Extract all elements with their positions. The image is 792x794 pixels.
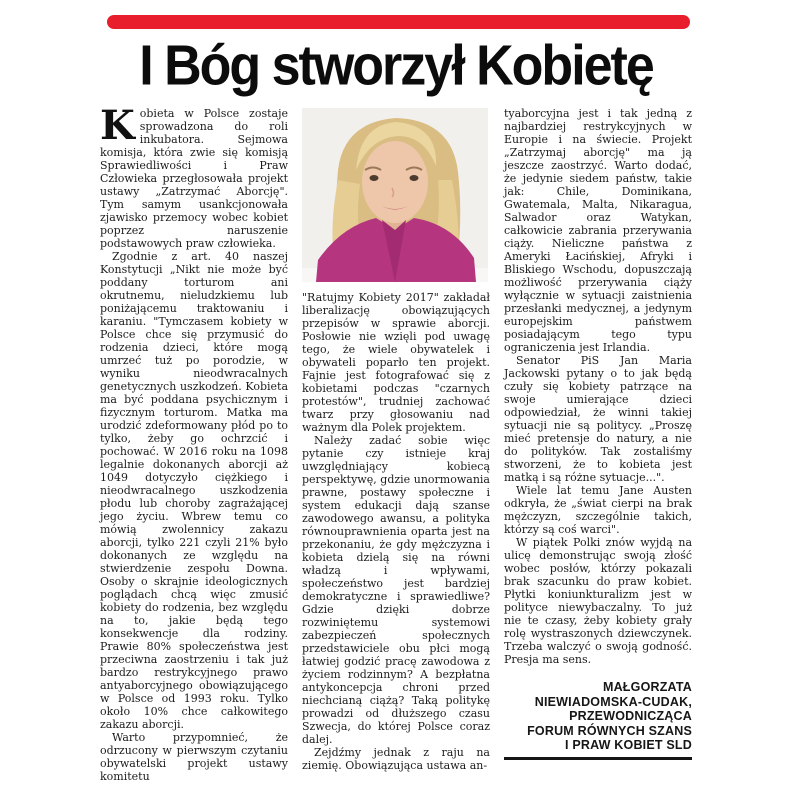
paragraph: Zgodnie z art. 40 naszej Konstytucji „Nikt nie może być poddany torturom ani okrutnemu, nieludzkiemu lub poniżającemu traktowaniu i karaniu. "Tymczasem kobiety w Polsce chce się przymusić do rodzenia dzieci, które mogą umrzeć tuż po porodzie, w wyniku nieodwracalnych genetycznych uszkodzeń. Kobieta ma być poddana psychicznym i fizycznym torturom. Matka ma urodzić zdeformowany płód po to tylko, żeby go ochrzcić i pochować. W 2016 roku na 1098 legalnie dokonanych aborcji aż 1049 dotyczyło ciężkiego i nieodwracalnego uszkodzenia płodu lub choroby zagrażającej jego życiu. Wbrew temu co mówią zwolennicy zakazu aborcji, tylko 221 czyli 21% było dokonanych ze względu na stwierdzenie zespołu Downa. Osoby o skrajnie ideologicznych poglądach chcą więc zmusić kobiety do rodzenia, bez względu na to, jakie będą tego konsekwencje dla rodziny. Prawie 80% społeczeństwa jest przeciwna zaostrzeniu i tak już bardzo restrykcyjnego prawo antyaborcyjnego obowiązującego w Polsce od 1993 roku. Tylko około 10% chce całkowitego zakazu aborcji.	[100, 250, 288, 731]
signature-line: I PRAW KOBIET SLD	[564, 738, 692, 752]
signature-rule	[504, 757, 692, 760]
signature-line: NIEWIADOMSKA-CUDAK,	[534, 694, 692, 709]
drop-cap: K	[100, 102, 135, 149]
paragraph: tyaborcyjna jest i tak jedną z najbardziej restrykcyjnych w Europie i na świecie. Projekt „Zatrzymaj aborcję" ma ją jeszcze zaostrzyć. Warto dodać, że jedynie siedem państw, takie jak: Chile, Dominikana, Gwatemala, Malta, Nikaragua, Salwador oraz Watykan, całkowicie zabrania przerywania ciąży. Nieliczne państwa z Ameryki Łacińskiej, Afryki i Bliskiego Wschodu, dopuszczają możliwość przerywania ciąży wyłącznie w sytuacji zaistnienia przesłanki medycznej, a jedynym europejskim państwem posiadającym tego typu ograniczenia jest Irlandia.	[504, 107, 692, 354]
eye-left	[370, 175, 379, 181]
author-signature	[504, 680, 692, 753]
paragraph	[100, 102, 288, 250]
paragraph: Wiele lat temu Jane Austen odkryła, że „świat cierpi na brak mężczyzn, szczególnie takich, którzy są coś warci".	[504, 484, 692, 536]
signature-line: PRZEWODNICZĄCA	[569, 709, 692, 723]
paragraph: Zejdźmy jednak z raju na ziemię. Obowiązująca ustawa an-	[302, 746, 490, 772]
eye-right	[410, 175, 419, 181]
signature-line: MAŁGORZATA	[602, 680, 692, 694]
woman-portrait-photo	[302, 108, 488, 282]
column-3	[504, 107, 692, 783]
paragraph: W piątek Polki znów wyjdą na ulicę demonstrując swoją złość wobec posłów, którzy pokazali brak szacunku do praw kobiet. Płytki koniunkturalizm jest w polityce niewybaczalny. To już nie te czasy, żeby kobiety grały rolę wystraszonych dziewczynek. Trzeba walczyć o swoją godność. Presja ma sens.	[504, 536, 692, 666]
column-1	[100, 102, 288, 783]
article-headline: I Bóg stworzył Kobietę	[139, 34, 653, 98]
article-columns	[100, 102, 692, 783]
paragraph: "Ratujmy Kobiety 2017" zakładał liberalizację obowiązujących przepisów w sprawie aborcji. Posłowie nie wzięli pod uwagę tego, że wiele obywatelek i obywateli poparło ten projekt. Fajnie jest fotografować się z kobietami podczas "czarnych protestów", trudniej zachować twarz przy głosowaniu nad ważnym dla Polek projektem.	[302, 291, 490, 434]
paragraph-text: obieta w Polsce zostaje sprowadzona do roli inkubatora. Sejmowa komisja, która zwie się komisją Sprawiedliwości i Praw Człowieka przegłosowała projekt ustawy „Zatrzymać Aborcję". Tym samym usankcjonowała zjawisko przemocy wobec kobiet poprzez naruszenie podstawowych praw człowieka.	[100, 107, 288, 250]
masthead-red-bar	[107, 15, 690, 29]
signature-line: FORUM RÓWNYCH SZANS	[527, 723, 692, 738]
column-2	[302, 107, 490, 783]
paragraph: Należy zadać sobie więc pytanie czy istnieje kraj uwzględniający kobiecą perspektywę, gdzie unormowania prawne, postawy społeczne i system edukacji dają szanse zawodowego awansu, a polityka równouprawnienia oparta jest na przekonaniu, że gdy mężczyzna i kobieta dzielą się na równi władzą i wpływami, społeczeństwo jest bardziej demokratyczne i sprawiedliwe? Gdzie dzięki dobrze rozwiniętemu systemowi zabezpieczeń społecznych przedstawiciele obu płci mogą łatwiej godzić pracę zawodowa z życiem rodzinnym? A bezpłatna antykoncepcja chroni przed niechcianą ciążą? Taką politykę prowadzi od dłuższego czasu Szwecja, do której Polsce coraz dalej.	[302, 434, 490, 746]
face	[362, 141, 428, 223]
paragraph: Warto przypomnieć, że odrzucony w pierwszym czytaniu obywatelski projekt ustawy komitetu	[100, 731, 288, 783]
paragraph: Senator PiS Jan Maria Jackowski pytany o to jak będą czuły się kobiety patrzące na swoje umierające dzieci odpowiedział, że winni takiej sytuacji nie są politycy. „Proszę mieć pretensje do natury, a nie do polityków. Tak zostaliśmy stworzeni, że to kobieta jest matką i są różne sytuacje...".	[504, 354, 692, 484]
